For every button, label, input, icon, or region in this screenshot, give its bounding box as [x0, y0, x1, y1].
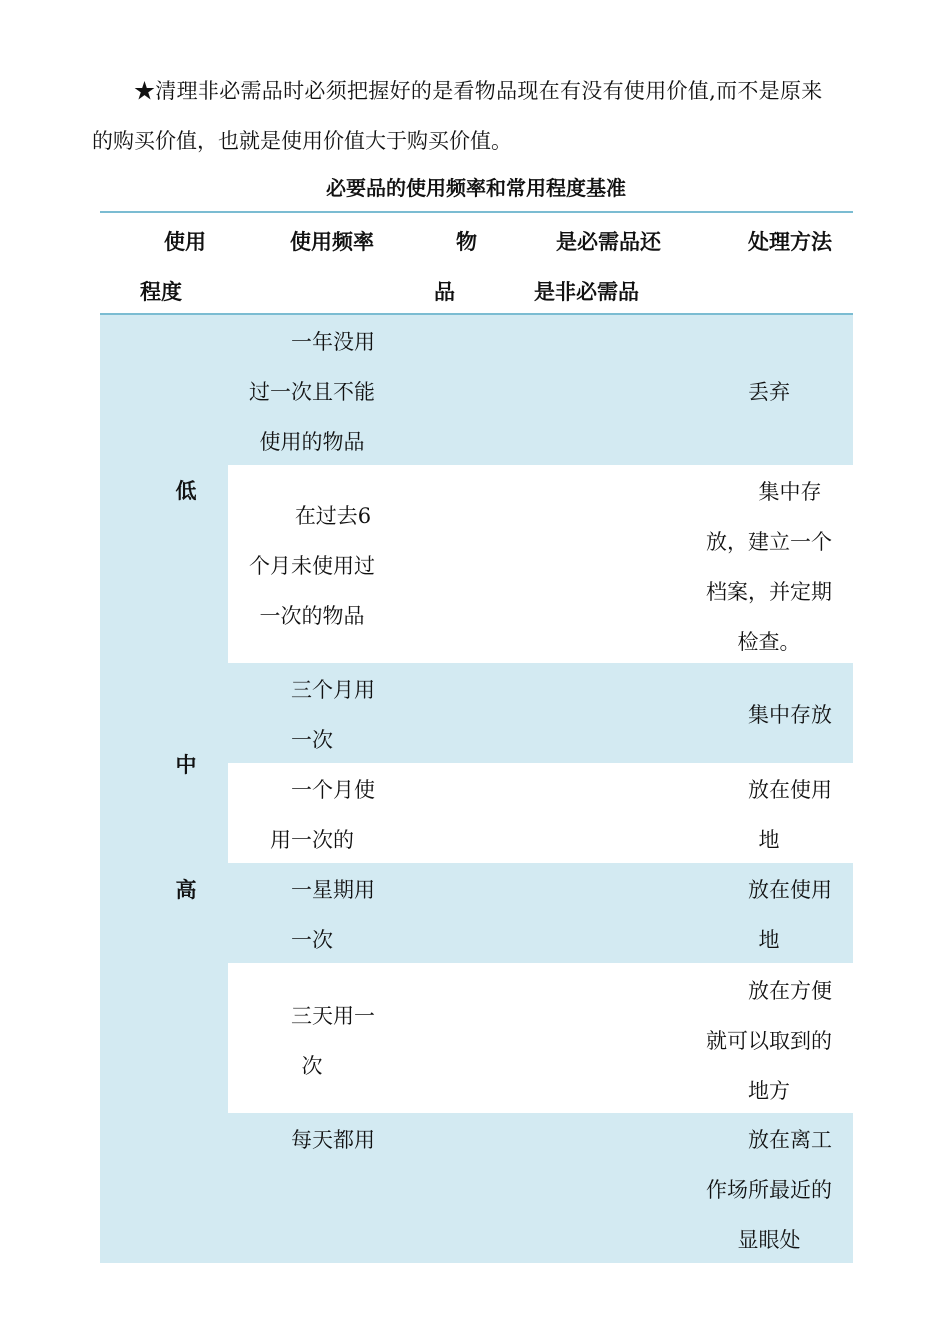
row-6-method-line-1: 放在方便 [748, 979, 832, 1003]
row-5-frequency-line-1: 一星期用 [291, 878, 375, 902]
row-4-method [696, 765, 842, 865]
intro-paragraph [92, 66, 862, 166]
row-3-frequency-line-1: 三个月用 [291, 678, 375, 702]
row-7-method-line-3: 显眼处 [737, 1228, 801, 1252]
header-item-line-2: 品 [434, 280, 455, 304]
row-3-method [696, 690, 842, 740]
row-2-method-line-4: 检查。 [737, 630, 801, 654]
row-1-frequency-line-2: 过一次且不能 [249, 380, 375, 404]
header-necessity-line-2: 是非必需品 [534, 280, 639, 304]
row-7-method-line-1: 放在离工 [748, 1128, 832, 1152]
row-1-method [696, 367, 842, 417]
row-7-frequency-line-1: 每天都用 [291, 1128, 375, 1152]
header-frequency: 使用频率 [290, 230, 374, 254]
row-1-frequency [240, 317, 384, 467]
row-4-frequency-line-1: 一个月使 [291, 778, 375, 802]
row-6-frequency [240, 991, 384, 1091]
row-2-frequency-line-3: 一次的物品 [259, 604, 365, 628]
row-6-frequency-line-2: 次 [301, 1054, 323, 1078]
row-3-method-line-1: 集中存放 [748, 703, 832, 727]
row-5-method [696, 865, 842, 965]
row-2-frequency [240, 491, 384, 641]
row-1-method-line-1: 丢弃 [748, 380, 790, 404]
header-necessity [534, 217, 694, 317]
header-item-line-1: 物 [456, 230, 477, 254]
row-7-method [696, 1115, 842, 1265]
row-2-method-line-2: 放，建立一个 [706, 530, 832, 554]
row-2-method-line-3: 档案，并定期 [706, 580, 832, 604]
header-method: 处理方法 [748, 230, 832, 254]
row-7-frequency [240, 1115, 384, 1165]
row-4-frequency-line-2: 用一次的 [270, 828, 354, 852]
intro-line-1: ★清理非必需品时必须把握好的是看物品现在有没有使用价值,而不是原来 [134, 79, 823, 103]
row-5-method-line-1: 放在使用 [748, 878, 832, 902]
row-1-frequency-line-3: 使用的物品 [259, 430, 365, 454]
row-6-method-line-2: 就可以取到的 [706, 1029, 832, 1053]
row-3-frequency [240, 665, 384, 765]
row-4-method-line-1: 放在使用 [748, 778, 832, 802]
header-level [140, 217, 240, 317]
row-5-frequency-line-2: 一次 [291, 928, 333, 952]
level-high: 高 [175, 878, 197, 902]
row-2-method [696, 467, 842, 667]
row-2-frequency-line-1: 在过去6 [294, 504, 372, 528]
level-low: 低 [175, 479, 197, 503]
level-medium: 中 [175, 753, 197, 777]
row-4-method-line-2: 地 [758, 828, 780, 852]
header-level-line-2: 程度 [140, 280, 182, 304]
table-caption: 必要品的使用频率和常用程度基准 [326, 176, 626, 200]
intro-line-2: 的购买价值，也就是使用价值大于购买价值。 [92, 129, 512, 153]
header-item [434, 217, 494, 317]
row-5-method-line-2: 地 [758, 928, 780, 952]
row-7-method-line-2: 作场所最近的 [706, 1178, 832, 1202]
row-5-frequency [240, 865, 384, 965]
row-2-method-line-1: 集中存 [758, 480, 822, 504]
header-necessity-line-1: 是必需品还 [556, 230, 661, 254]
row-3-frequency-line-2: 一次 [291, 728, 333, 752]
row-6-method [696, 966, 842, 1116]
header-level-line-1: 使用 [164, 230, 206, 254]
row-1-frequency-line-1: 一年没用 [291, 330, 375, 354]
row-6-method-line-3: 地方 [748, 1079, 790, 1103]
row-6-frequency-line-1: 三天用一 [291, 1004, 375, 1028]
row-4-frequency [240, 765, 384, 865]
row-2-frequency-line-2: 个月未使用过 [249, 554, 375, 578]
frequency-table [100, 211, 853, 1263]
